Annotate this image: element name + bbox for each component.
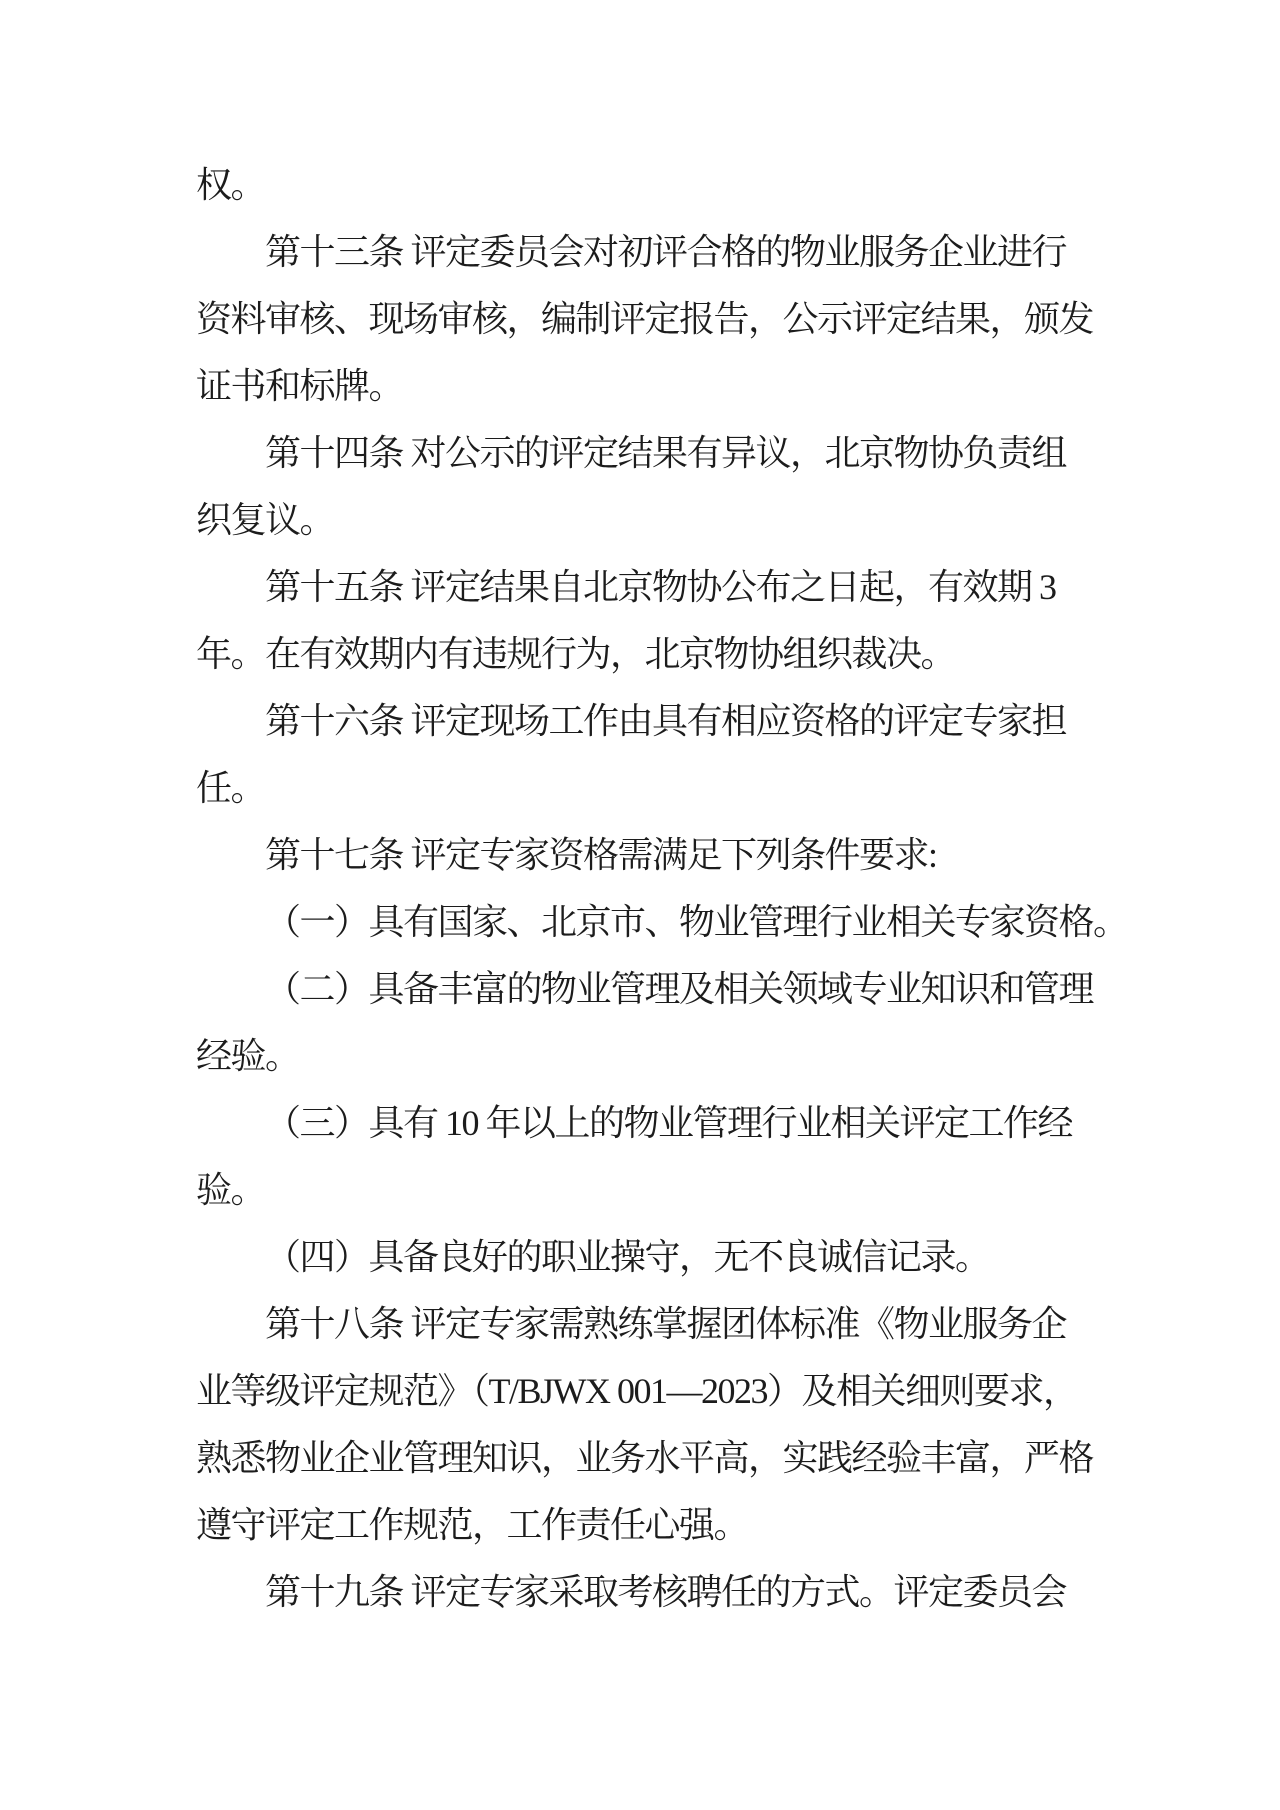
text-line: 织复议。 [196,500,335,540]
text-line: 证书和标牌。 [196,366,404,406]
text-line: （一）具有国家、北京市、物业管理行业相关专家资格。 [265,902,1128,942]
text-line: 权。 [196,165,266,205]
text-line: 第十四条 对公示的评定结果有异议，北京物协负责组 [265,433,1067,473]
text-line: 任。 [196,768,266,808]
text-line: 验。 [196,1170,266,1210]
text-line: 经验。 [196,1036,300,1076]
text-line: （二）具备丰富的物业管理及相关领域专业知识和管理 [265,969,1094,1009]
text-line: 业等级评定规范》（T/BJWX 001—2023）及相关细则要求， [196,1371,1078,1411]
text-line: 第十五条 评定结果自北京物协公布之日起，有效期 3 [265,567,1056,607]
text-line: 第十九条 评定专家采取考核聘任的方式。评定委员会 [265,1572,1067,1612]
text-line: 第十三条 评定委员会对初评合格的物业服务企业进行 [265,232,1067,272]
text-line: 第十七条 评定专家资格需满足下列条件要求: [265,835,937,875]
text-line: 第十六条 评定现场工作由具有相应资格的评定专家担 [265,701,1067,741]
text-line: 资料审核、现场审核，编制评定报告，公示评定结果，颁发 [196,299,1094,339]
text-line: 遵守评定工作规范，工作责任心强。 [196,1505,749,1545]
document-body [196,152,1136,1626]
text-line: 第十八条 评定专家需熟练掌握团体标准《物业服务企 [265,1304,1067,1344]
text-line: （三）具有 10 年以上的物业管理行业相关评定工作经 [265,1103,1073,1143]
text-line: 年。在有效期内有违规行为，北京物协组织裁决。 [196,634,956,674]
text-line: 熟悉物业企业管理知识，业务水平高，实践经验丰富，严格 [196,1438,1094,1478]
text-line: （四）具备良好的职业操守，无不良诚信记录。 [265,1237,990,1277]
